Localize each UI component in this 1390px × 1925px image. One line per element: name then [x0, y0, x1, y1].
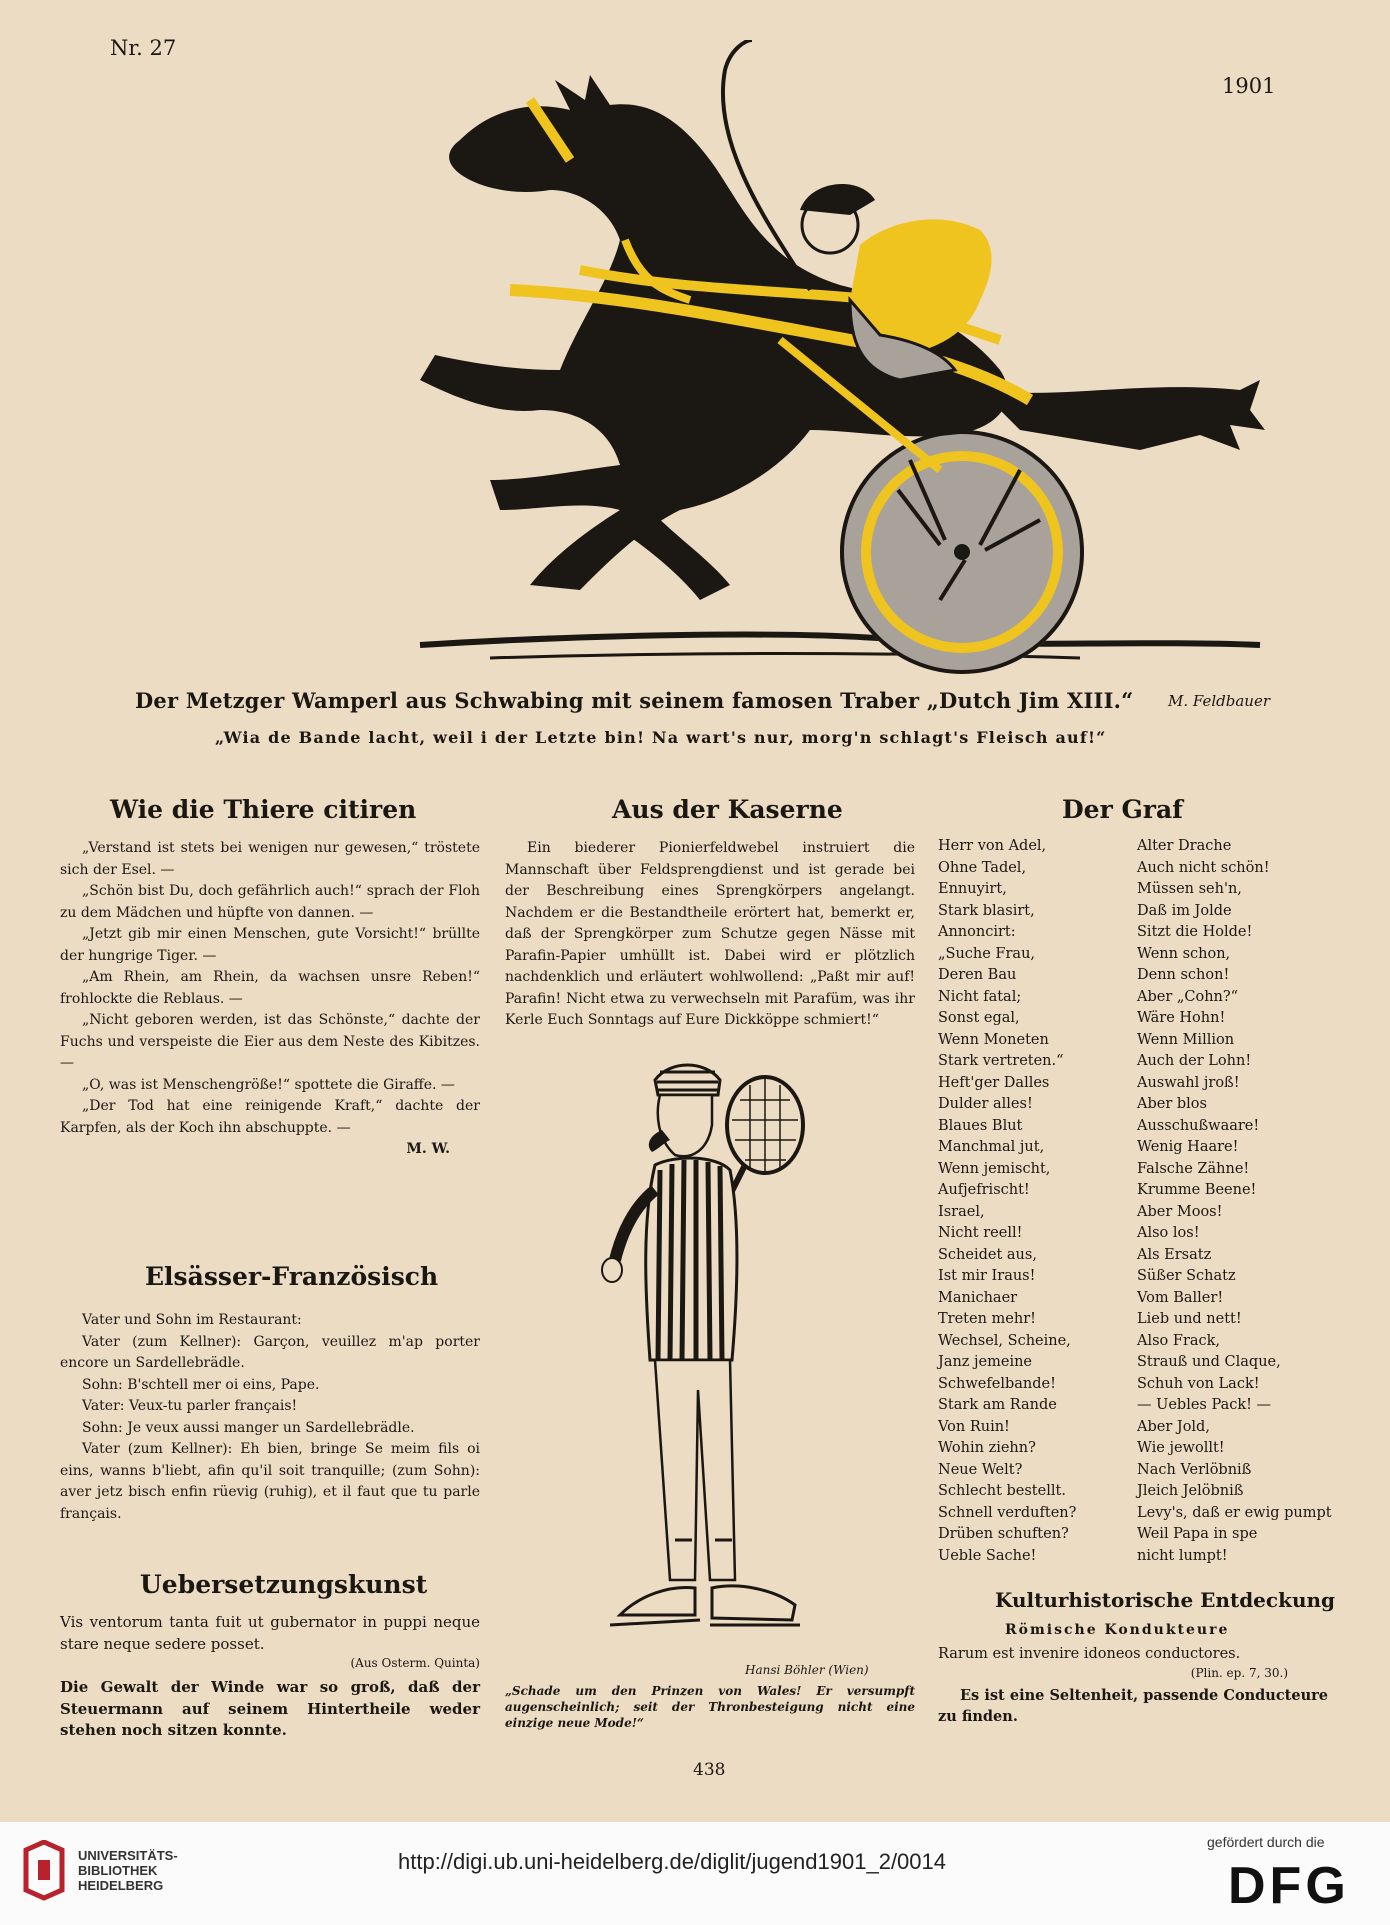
poem-line: Ennuyirt,: [938, 881, 1007, 897]
title-elsaesser: Elsässer-Französisch: [145, 1262, 439, 1291]
library-line-1: UNIVERSITÄTS-: [78, 1848, 178, 1863]
poem-line: Auch der Lohn!: [1137, 1053, 1252, 1069]
prince-caption: „Schade um den Prinzen von Wales! Er versumpft augenscheinlich; seit der Thronbesteigung nicht eine einzige neue Mode!“: [505, 1684, 915, 1730]
poem-line: Levy's, daß er ewig pumpt: [1137, 1504, 1332, 1521]
poem-line: Schuh von Lack!: [1137, 1375, 1260, 1392]
poem-line: Als Ersatz: [1137, 1246, 1212, 1263]
illustration-quote: „Wia de Bande lacht, weil i der Letzte bin! Na wart's nur, morg'n schlagt's Fleisch auf!“: [215, 728, 1107, 747]
poem-line: Alter Drache: [1137, 838, 1232, 854]
poem-line: Drüben schuften?: [938, 1526, 1069, 1542]
poem-line: Denn schon!: [1137, 967, 1230, 983]
paragraph: Ein biederer Pionierfeldwebel instruiert die Mannschaft über Feldsprengdienst und ist gerade bei der Beschreibung eines Sprengkörpers angelangt. Nachdem er die Bestandtheile erörtert hat, bemerkt er, daß der Sprengkörper zum Schutze gegen Nässe mit Parafin-Papier umhüllt ist. Dabei wird er plötzlich nachdenklich und erläutert wohlwollend: „Paßt mir auf! Parafin! Nicht etwa zu verwechseln mit Parafüm, was ihr Kerle Euch Sonntags auf Eure Dickköppe schmiert!“: [505, 840, 915, 1028]
poem-line: Blaues Blut: [938, 1117, 1023, 1134]
issue-number: Nr. 27: [110, 36, 177, 60]
poem-line: Sitzt die Holde!: [1137, 924, 1253, 940]
poem-left-column: [938, 836, 1128, 1567]
poem-line: Aber „Cohn?“: [1137, 988, 1239, 1005]
poem-line: Heft'ger Dalles: [938, 1074, 1050, 1091]
poem-line: Auch nicht schön!: [1137, 859, 1270, 876]
prince-caption-block: [505, 1683, 915, 1731]
poem-line: Deren Bau: [938, 967, 1017, 983]
german-text-2: Es ist eine Seltenheit, passende Conducteure zu finden.: [938, 1686, 1328, 1725]
dfg-logo: DFG: [1228, 1857, 1350, 1915]
poem-line: Aufjefrischt!: [938, 1182, 1030, 1198]
poem-line: Wäre Hohn!: [1137, 1010, 1226, 1026]
column-middle: [505, 838, 915, 1032]
poem-line: Vom Baller!: [1137, 1289, 1224, 1306]
german-text: Die Gewalt der Winde war so groß, daß der Steuermann auf seinem Hintertheile weder stehen noch sitzen konnte.: [60, 1678, 480, 1739]
illustration-caption: Der Metzger Wamperl aus Schwabing mit seinem famosen Traber „Dutch Jim XIII.“: [135, 688, 1134, 713]
library-line-2: BIBLIOTHEK: [78, 1863, 158, 1878]
poem-line: Krumme Beene!: [1137, 1182, 1257, 1198]
signature: M. W.: [406, 1141, 450, 1157]
latin-source: (Aus Osterm. Quinta): [350, 1656, 480, 1670]
paragraph: „Der Tod hat eine reinigende Kraft,“ dachte der Karpfen, als der Koch ihn abschuppte. —: [60, 1098, 480, 1136]
poem-line: Ohne Tadel,: [938, 859, 1027, 876]
poem-right-column: [1137, 836, 1357, 1567]
poem-line: Wie jewollt!: [1137, 1440, 1225, 1456]
poem-line: Neue Welt?: [938, 1461, 1023, 1478]
poem-line: Schlecht bestellt.: [938, 1483, 1066, 1499]
source-url[interactable]: http://digi.ub.uni-heidelberg.de/diglit/jugend1901_2/0014: [398, 1849, 946, 1874]
poem-line: Stark blasirt,: [938, 902, 1035, 919]
poem-line: Sonst egal,: [938, 1010, 1020, 1026]
paragraph: „Am Rhein, am Rhein, da wachsen unsre Reben!“ frohlockte die Reblaus. —: [60, 969, 480, 1007]
paragraph: Vater und Sohn im Restaurant:: [82, 1312, 302, 1328]
poem-line: Scheidet aus,: [938, 1246, 1037, 1263]
paragraph: „O, was ist Menschengröße!“ spottete die Giraffe. —: [82, 1076, 455, 1093]
poem-line: Ueble Sache!: [938, 1547, 1037, 1564]
poem-line: nicht lumpt!: [1137, 1547, 1228, 1564]
library-line-3: HEIDELBERG: [78, 1878, 164, 1893]
paragraph: Sohn: B'schtell mer oi eins, Pape.: [82, 1376, 320, 1393]
paragraph: Sohn: Je veux aussi manger un Sardellebrädle.: [82, 1419, 415, 1436]
title-kulturhistorische: Kulturhistorische Entdeckung: [995, 1588, 1336, 1612]
title-aus-der-kaserne: Aus der Kaserne: [612, 795, 843, 824]
poem-line: „Suche Frau,: [938, 945, 1036, 962]
prince-illustration: [600, 1060, 830, 1660]
poem-line: Annoncirt:: [938, 924, 1016, 940]
poem-line: Falsche Zähne!: [1137, 1160, 1250, 1177]
poem-line: Nicht fatal;: [938, 988, 1022, 1005]
poem-line: Wenn jemischt,: [938, 1160, 1051, 1177]
poem-line: Süßer Schatz: [1137, 1268, 1236, 1284]
illustration-artist: M. Feldbauer: [1168, 692, 1271, 710]
title-uebersetzungskunst: Uebersetzungskunst: [140, 1570, 428, 1599]
poem-line: Stark am Rande: [938, 1397, 1057, 1413]
poem-line: — Uebles Pack! —: [1137, 1397, 1272, 1413]
paragraph: „Schön bist Du, doch gefährlich auch!“ sprach der Floh zu dem Mädchen und hüpfte von dannen. —: [60, 883, 480, 921]
page-number: 438: [693, 1760, 726, 1780]
paragraph: „Verstand ist stets bei wenigen nur gewesen,“ tröstete sich der Esel. —: [60, 840, 480, 878]
subtitle-roemische: Römische Kondukteure: [1005, 1622, 1230, 1638]
poem-line: Stark vertreten.“: [938, 1053, 1064, 1069]
latin-source-2: (Plin. ep. 7, 30.): [1190, 1665, 1288, 1680]
prince-artist: Hansi Böhler (Wien): [745, 1663, 869, 1677]
poem-line: Also Frack,: [1137, 1332, 1221, 1349]
latin-text: Vis ventorum tanta fuit ut gubernator in puppi neque stare neque sedere posset.: [60, 1613, 480, 1653]
poem-line: Strauß und Claque,: [1137, 1354, 1281, 1370]
poem-line: Manchmal jut,: [938, 1139, 1045, 1155]
paragraph: Vater (zum Kellner): Eh bien, bringe Se meim fils oi eins, wanns b'liebt, afin qu'il soit tranquille; (zum Sohn): aver jetz bisch enfin rüevig (ruhig), et il faut que tu parle français.: [60, 1441, 480, 1522]
column-left-2: [60, 1310, 480, 1525]
poem-line: Wohin ziehn?: [938, 1440, 1036, 1456]
poem-line: Wenig Haare!: [1137, 1139, 1239, 1155]
poem-line: Nicht reell!: [938, 1225, 1023, 1241]
poem-line: Wenn Moneten: [938, 1031, 1049, 1048]
poem-line: Aber Jold,: [1137, 1418, 1210, 1435]
library-name: [78, 1848, 178, 1893]
title-wie-die-thiere: Wie die Thiere citiren: [110, 795, 417, 824]
footer-bar: [0, 1822, 1390, 1925]
paragraph: „Nicht geboren werden, ist das Schönste,“ dachte der Fuchs und verspeiste die Eier aus dem Neste des Kibitzes. —: [60, 1012, 480, 1071]
title-der-graf: Der Graf: [1062, 795, 1183, 824]
poem-line: Schwefelbande!: [938, 1375, 1056, 1392]
poem-line: Schnell verduften?: [938, 1504, 1077, 1521]
trotter-illustration: [380, 40, 1300, 680]
paragraph: Vater (zum Kellner): Garçon, veuillez m'ap porter encore un Sardellebrädle.: [60, 1333, 480, 1371]
column-left: [60, 838, 480, 1161]
poem-line: Wenn Million: [1137, 1031, 1235, 1048]
poem-line: Janz jemeine: [938, 1354, 1033, 1370]
poem-line: Lieb und nett!: [1137, 1311, 1242, 1327]
library-logo-icon: [20, 1840, 68, 1902]
poem-line: Ist mir Iraus!: [938, 1268, 1036, 1284]
column-right-2: [938, 1644, 1328, 1728]
paragraph: Vater: Veux-tu parler français!: [82, 1398, 298, 1414]
poem-line: Von Ruin!: [938, 1418, 1010, 1435]
funded-by: gefördert durch die: [1207, 1834, 1325, 1850]
poem-line: Israel,: [938, 1203, 985, 1220]
poem-line: Wenn schon,: [1137, 945, 1231, 962]
poem-line: Weil Papa in spe: [1137, 1526, 1258, 1542]
year: 1901: [1222, 74, 1276, 98]
poem-line: Treten mehr!: [938, 1311, 1036, 1327]
poem-line: Aber blos: [1137, 1096, 1207, 1112]
poem-line: Daß im Jolde: [1137, 902, 1232, 919]
poem-line: Wechsel, Scheine,: [938, 1332, 1071, 1349]
latin-text-2: Rarum est invenire idoneos conductores.: [938, 1646, 1241, 1662]
paragraph: „Jetzt gib mir einen Menschen, gute Vorsicht!“ brüllte der hungrige Tiger. —: [60, 926, 480, 964]
poem-line: Manichaer: [938, 1289, 1018, 1306]
poem-line: Nach Verlöbniß: [1137, 1461, 1252, 1478]
poem-line: Dulder alles!: [938, 1096, 1033, 1112]
poem-line: Jleich Jelöbniß: [1137, 1483, 1244, 1499]
poem-line: Also los!: [1137, 1225, 1200, 1241]
poem-line: Aber Moos!: [1137, 1203, 1223, 1220]
column-left-3: [60, 1612, 480, 1742]
poem-line: Müssen seh'n,: [1137, 881, 1242, 897]
poem-line: Herr von Adel,: [938, 838, 1047, 854]
poem-line: Auswahl jroß!: [1137, 1074, 1240, 1091]
poem-line: Ausschußwaare!: [1137, 1117, 1260, 1134]
